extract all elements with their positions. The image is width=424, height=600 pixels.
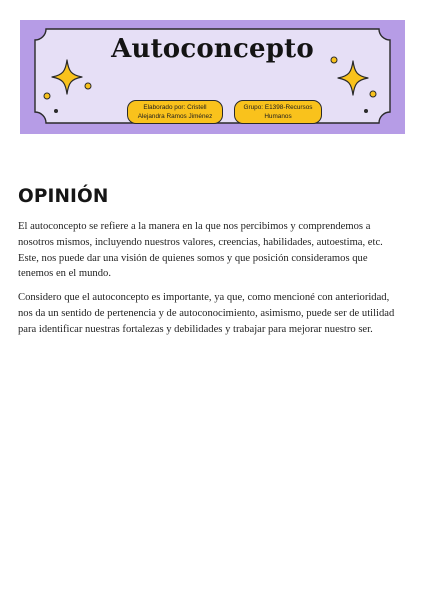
group-badge bbox=[234, 100, 322, 124]
dot-icon bbox=[43, 92, 51, 100]
group-line-1: Grupo: E1398-Recursos bbox=[243, 104, 313, 111]
paragraph-2: Considero que el autoconcepto es importante, ya que, como mencioné con anterioridad, nos da un sentido de pertenencia y de autoconocimiento, asimismo, puede ser de utilidad para identificar nuestras fortalezas y debilidades y trabajar para mejorar nuestro ser. bbox=[18, 292, 395, 335]
sparkle-star-icon bbox=[337, 60, 369, 96]
dot-icon bbox=[330, 56, 338, 64]
title-card bbox=[34, 28, 391, 124]
section-heading: OPINIÓN bbox=[18, 186, 109, 207]
author-badge bbox=[127, 100, 223, 124]
dot-icon bbox=[84, 82, 92, 90]
dot-icon bbox=[363, 108, 369, 114]
dot-icon bbox=[369, 90, 377, 98]
dot-icon bbox=[53, 108, 59, 114]
header-banner bbox=[20, 20, 405, 134]
sparkle-star-icon bbox=[51, 59, 83, 95]
author-line-2: Alejandra Ramos Jiménez bbox=[137, 113, 213, 120]
group-line-2: Humanos bbox=[264, 113, 292, 120]
author-line-1: Elaborado por: Cristell bbox=[143, 104, 207, 111]
page-title: Autoconcepto bbox=[111, 34, 314, 64]
paragraph-1: El autoconcepto se refiere a la manera en la que nos percibimos y comprendemos a nosotros mismos, incluyendo nuestros valores, creencias, habilidades, autoestima, etc. Este, nos puede dar una visión de quienes somos y que posición consideramos que tenemos en el mundo. bbox=[18, 221, 383, 280]
